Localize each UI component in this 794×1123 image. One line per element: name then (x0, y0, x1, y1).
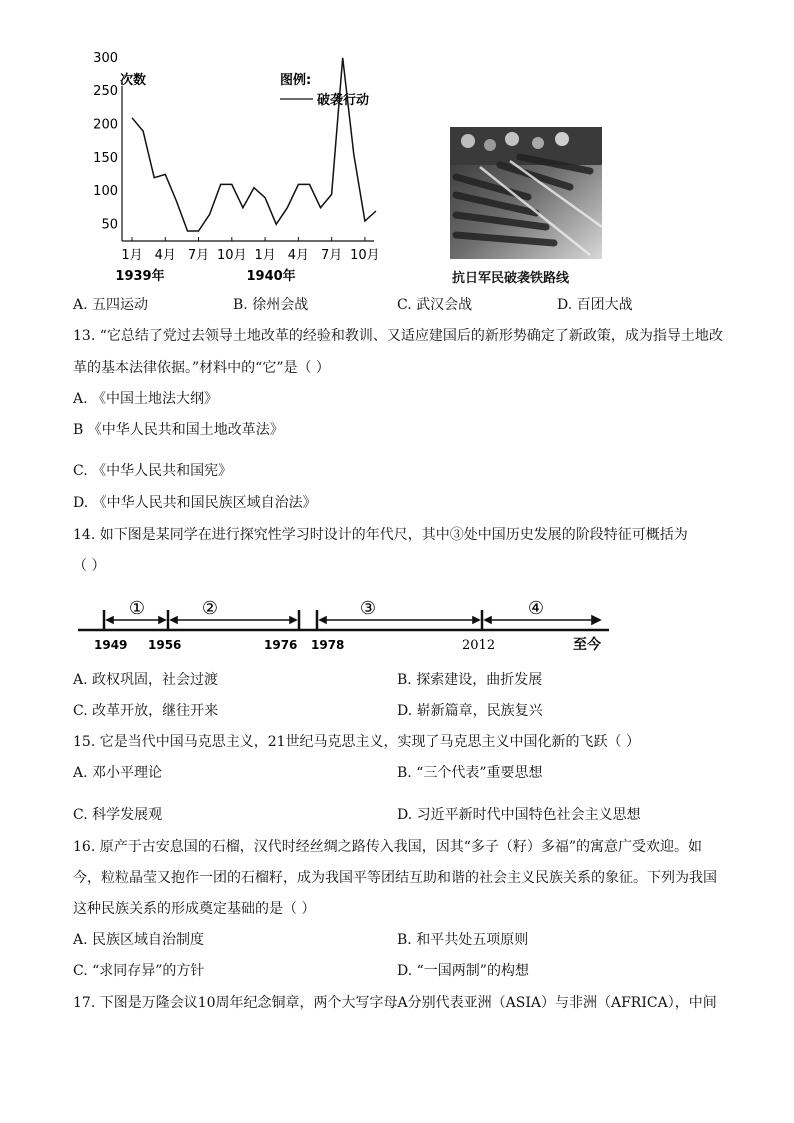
q16-stem-line2: 今，粒粒晶莹又抱作一团的石榴籽，成为我国平等团结互助和谐的社会主义民族关系的象征。下列为我国 (73, 870, 717, 886)
timeline-marker-1: ① (128, 598, 146, 619)
legend-title: 图例: (280, 73, 312, 88)
q12-option-a: A. 五四运动 (73, 297, 149, 313)
q16-option-d: D. “一国两制”的构想 (397, 963, 529, 979)
q12-option-b: B. 徐州会战 (233, 297, 309, 313)
q16-stem-line1: 16. 原产于古安息国的石榴，汉代时经丝绸之路传入我国，因其“多子（籽）多福”的寓意广受欢迎。如 (73, 839, 703, 855)
q13-option-b: B 《中华人民共和国土地改革法》 (73, 422, 284, 438)
y-tick-label: 300 (93, 50, 118, 66)
x-tick-label: 4月 (287, 248, 310, 263)
photo-caption: 抗日军民破袭铁路线 (452, 271, 570, 286)
x-tick-label: 1月 (254, 248, 276, 263)
q13-stem-line1: 13. “它总结了党过去领导土地改革的经验和教训、又适应建国后的新形势确定了新政策，成为指导土地改 (73, 328, 723, 344)
q15-stem: 15. 它是当代中国马克思主义，21世纪马克思主义，实现了马克思主义中国化新的飞跃（ ） (73, 734, 640, 750)
q12-option-c: C. 武汉会战 (397, 297, 473, 313)
q13-stem-line2: 革的基本法律依据。”材料中的“它”是（ ） (73, 360, 330, 376)
q15-option-c: C. 科学发展观 (73, 807, 163, 823)
y-axis-title: 次数 (120, 73, 147, 88)
y-tick-label: 250 (93, 84, 118, 100)
series-line-raids (132, 58, 376, 231)
x-tick-label: 7月 (187, 248, 210, 263)
railway-raid-photo (450, 127, 602, 259)
x-tick-label: 1月 (121, 248, 143, 263)
x-year-label: 1940年 (246, 269, 296, 284)
q13-option-a: A. 《中国土地法大纲》 (73, 391, 219, 407)
timeline-label-1976: 1976 (264, 638, 298, 652)
y-tick-label: 50 (101, 217, 118, 233)
q16-stem-line3: 这种民族关系的形成奠定基础的是（ ） (73, 901, 316, 917)
chart-axes (122, 86, 374, 241)
q14-option-c: C. 改革开放，继往开来 (73, 703, 219, 719)
timeline-marker-3: ③ (359, 598, 377, 619)
timeline-label-1949: 1949 (94, 638, 128, 652)
timeline-marker-4: ④ (527, 598, 545, 619)
y-tick-label: 150 (93, 150, 118, 166)
q14-stem-line1: 14. 如下图是某同学在进行探究性学习时设计的年代尺，其中③处中国历史发展的阶段特征可概括为 (73, 527, 688, 543)
q16-option-c: C. “求同存异”的方针 (73, 963, 205, 979)
timeline-label-1956: 1956 (148, 638, 182, 652)
x-tick-label: 10月 (217, 248, 247, 263)
q14-option-b: B. 探索建设，曲折发展 (397, 672, 543, 688)
x-tick-label: 7月 (320, 248, 343, 263)
q15-option-b: B. “三个代表”重要思想 (397, 765, 543, 781)
q14-stem-line2: （ ） (73, 558, 106, 574)
q14-option-d: D. 崭新篇章，民族复兴 (397, 703, 543, 719)
y-tick-label: 200 (93, 117, 118, 133)
q15-option-d: D. 习近平新时代中国特色社会主义思想 (397, 807, 641, 823)
q12-option-d: D. 百团大战 (557, 297, 633, 313)
y-tick-label: 100 (93, 184, 118, 200)
x-tick-label: 4月 (154, 248, 176, 263)
q15-option-a: A. 邓小平理论 (73, 765, 163, 781)
timeline-marker-2: ② (201, 598, 219, 619)
q16-option-b: B. 和平共处五项原则 (397, 932, 529, 948)
raid-count-chart (80, 50, 390, 286)
legend-label: 破袭行动 (317, 93, 370, 108)
timeline-label-now: 至今 (573, 637, 601, 653)
q17-stem-line1: 17. 下图是万隆会议10周年纪念铜章，两个大写字母A分别代表亚洲（ASIA）与非洲（AFRICA），中间 (73, 995, 717, 1011)
q13-option-d: D. 《中华人民共和国民族区域自治法》 (73, 495, 317, 511)
timeline-label-1978: 1978 (311, 638, 345, 652)
q13-option-c: C. 《中华人民共和国宪》 (73, 463, 233, 479)
timeline-label-2012: 2012 (462, 638, 496, 653)
x-year-label: 1939年 (115, 269, 165, 284)
timeline-ruler (76, 594, 616, 658)
q16-option-a: A. 民族区域自治制度 (73, 932, 205, 948)
q14-option-a: A. 政权巩固，社会过渡 (73, 672, 219, 688)
x-tick-label: 10月 (350, 248, 380, 263)
